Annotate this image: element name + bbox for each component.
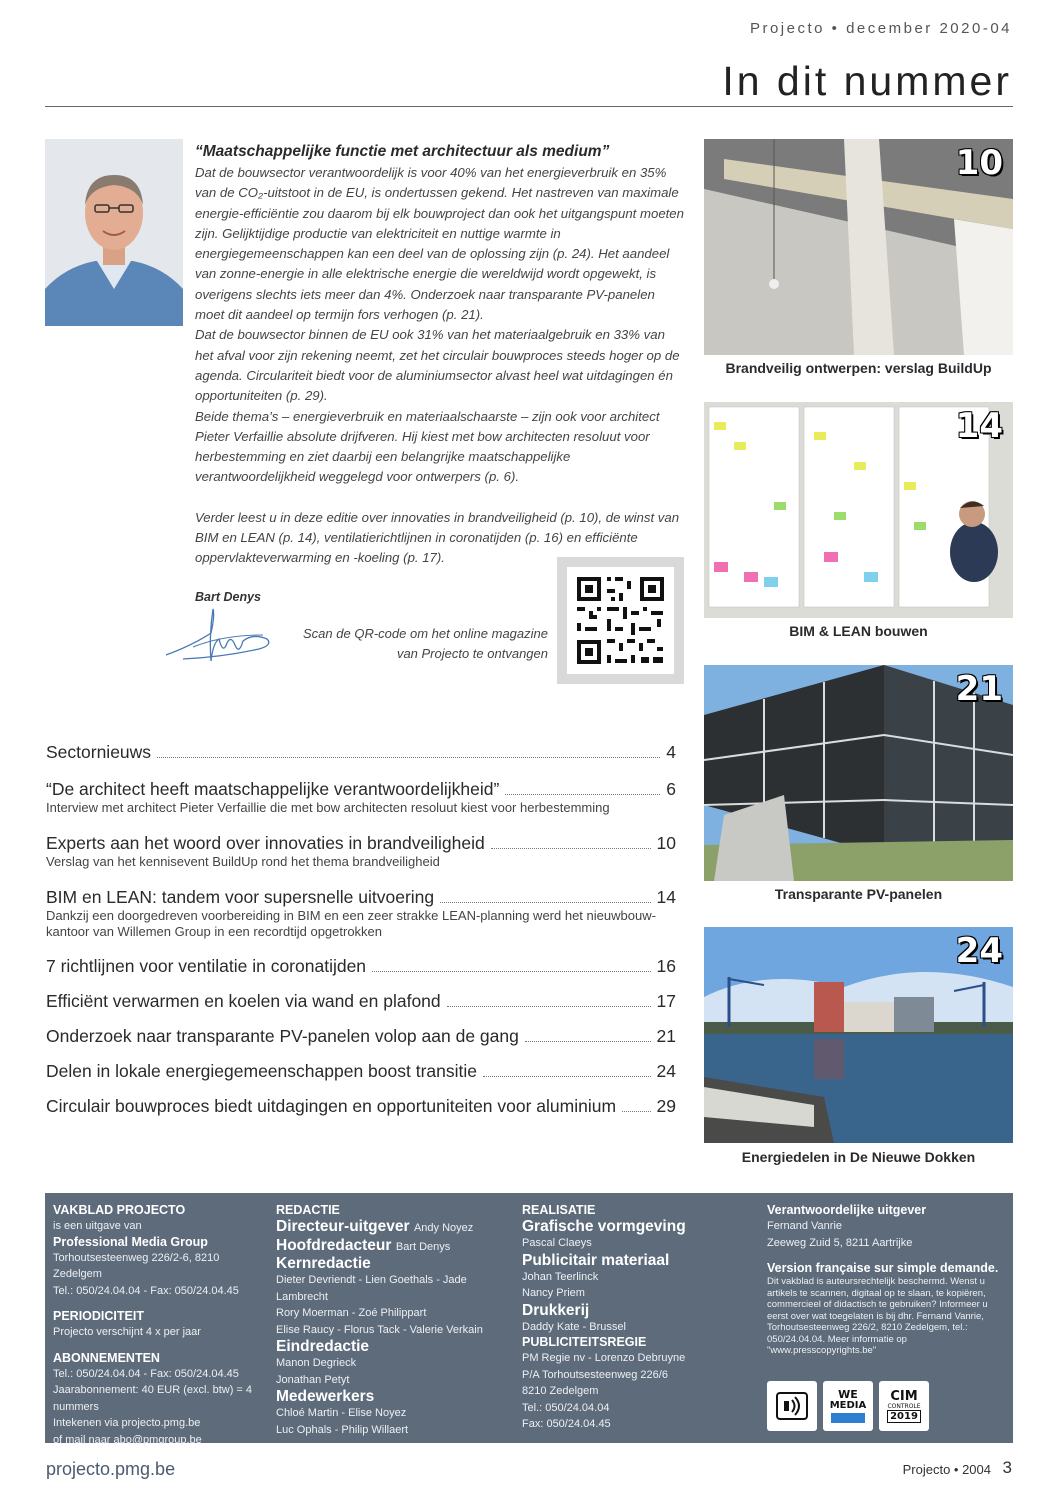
feature-page-number: 10	[955, 143, 1003, 183]
colophon-heading: PERIODICITEIT	[53, 1309, 144, 1323]
colophon-text: Rory Moerman - Zoé Philippart	[276, 1307, 427, 1319]
logo-text: MEDIA	[829, 1400, 867, 1411]
toc-entry[interactable]	[46, 887, 676, 940]
feature-caption: Energiedelen in De Nieuwe Dokken	[741, 1149, 976, 1165]
toc-entry[interactable]	[46, 991, 676, 1012]
colophon-heading: REALISATIE	[522, 1203, 596, 1217]
colophon-text: Fernand Vanrie	[767, 1220, 843, 1232]
toc-entry[interactable]	[46, 956, 676, 977]
toc-title[interactable]: 7 richtlijnen voor ventilatie in coronatijden	[46, 956, 367, 976]
colophon-heading: Verantwoordelijke uitgever	[767, 1203, 927, 1217]
colophon-text: 8210 Zedelgem	[522, 1385, 599, 1397]
editorial-title: “Maatschappelijke functie met architectuur als medium”	[195, 143, 610, 160]
colophon-text: Johan Teerlinck	[522, 1270, 599, 1283]
qr-code[interactable]	[567, 567, 674, 674]
toc-subtitle: Verslag van het kennisevent BuildUp rond het thema brandveiligheid	[46, 854, 440, 869]
colophon-text: Jonathan Petyt	[276, 1373, 350, 1386]
editorial-paragraph: Verder leest u in deze editie over innovaties in brandveiligheid (p. 10), de winst van BIM en LEAN (p. 14), ventilatierichtlijnen in coronatijden (p. 16) en efficiënte oppervlakteverwarming en -koeling (p. 17).	[195, 509, 680, 566]
colophon-legal-text: Dit vakblad is auteursrechtelijk beschermd. Wenst u artikels te scannen, digitaal op te slaan, te kopiëren, commercieel of didactisch te gebruiken? Informeer u eerst over wat toegelaten is bij dhr. Fernand Vanrie, Torhoutsesteenweg 226/2, 8210 Zedelgem, tel.: 050/24.04.04. Meer informatie op "www.presscopyrights.be"	[767, 1276, 988, 1356]
colophon-publisher	[53, 1203, 268, 1448]
feature-caption: Brandveilig ontwerpen: verslag BuildUp	[725, 360, 992, 376]
colophon-text: Jaarabonnement: 40 EUR (excl. btw) = 4 nummers	[53, 1384, 253, 1413]
colophon-text: Dieter Devriendt - Lien Goethals - Jade Lambrecht	[276, 1274, 467, 1303]
toc-page: 4	[666, 742, 676, 762]
toc-page: 29	[656, 1096, 676, 1116]
feature-page-number: 14	[955, 406, 1003, 446]
logo-text: CIM	[890, 1388, 918, 1404]
colophon-text: PM Regie nv - Lorenzo Debruyne	[522, 1352, 686, 1364]
toc-entry[interactable]	[46, 742, 676, 763]
colophon-role: Hoofdredacteur	[276, 1236, 392, 1254]
page-title: In dit nummer	[722, 58, 1012, 104]
qr-caption: Scan de QR-code om het online magazine van Projecto te ontvangen	[303, 626, 548, 661]
toc-title[interactable]: Sectornieuws	[46, 742, 152, 762]
colophon-text: Zeeweg Zuid 5, 8211 Aartrijke	[767, 1236, 913, 1249]
colophon-legal	[767, 1203, 1007, 1357]
page-number: 3	[1002, 1458, 1012, 1477]
colophon-role: Grafische vormgeving	[522, 1218, 686, 1235]
colophon-role: Drukkerij	[522, 1301, 590, 1319]
colophon-text: P/A Torhoutsesteenweg 226/6	[522, 1368, 668, 1381]
feature-page-number: 24	[955, 931, 1003, 971]
colophon-production	[522, 1203, 752, 1433]
toc-title[interactable]: Onderzoek naar transparante PV-panelen volop aan de gang	[46, 1026, 519, 1046]
colophon-text: Luc Ophals - Philip Willaert	[276, 1423, 409, 1436]
toc-entry[interactable]	[46, 1096, 676, 1117]
colophon-text: Fax: 050/24.04.45	[522, 1418, 611, 1430]
colophon-text: Andy Noyez	[413, 1222, 474, 1234]
editorial-paragraph: Dat de bouwsector verantwoordelijk is voor 40% van het energieverbruik en 35% van de CO₂-uitstoot in de EU, is ondertussen gekend. Het nastreven van maximale energie-efficiëntie zou daarom bij elk bouwproject dan ook het uitgangspunt moeten zijn. Gelijktijdige productie van elektriciteit en nuttige warmte in energiegemeenschappen kan een deel van de oplossing zijn (p. 24). Het aandeel van zonne-energie in alle elektrische energie die wereldwijd wordt opgewekt, is overigens slechts iets meer dan 4%. Onderzoek naar transparante PV-panelen moet dit aandeel op termijn fors verhogen (p. 21).	[195, 165, 684, 323]
colophon-role: Kernredactie	[276, 1255, 371, 1272]
sound-logo-icon	[767, 1381, 817, 1431]
toc-page: 24	[656, 1061, 676, 1081]
toc-title[interactable]: “De architect heeft maatschappelijke verantwoordelijkheid”	[46, 779, 500, 799]
issue-line: Projecto • december 2020-04	[749, 20, 1012, 37]
editor-name: Bart Denys	[195, 590, 261, 604]
feature-caption: BIM & LEAN bouwen	[789, 623, 928, 639]
toc-title[interactable]: Efficiënt verwarmen en koelen via wand en plafond	[46, 991, 441, 1011]
toc-subtitle: Interview met architect Pieter Verfaillie die met bow architecten resoluut kiest voor herbestemming	[46, 800, 610, 815]
toc-title[interactable]: BIM en LEAN: tandem voor supersnelle uitvoering	[46, 887, 435, 907]
table-of-contents	[46, 742, 676, 1117]
feature-caption: Transparante PV-panelen	[774, 886, 943, 902]
feature-photo-fire-safety	[704, 139, 1013, 355]
colophon-role: Directeur-uitgever	[276, 1218, 410, 1235]
toc-title[interactable]: Circulair bouwproces biedt uitdagingen en opportuniteiten voor aluminium	[46, 1096, 617, 1116]
footer-issue: Projecto • 2004	[902, 1462, 991, 1477]
colophon-text: Manon Degrieck	[276, 1357, 357, 1369]
qr-code-panel[interactable]	[557, 557, 684, 684]
feature-photo-docks	[704, 927, 1013, 1143]
logo-text: WE	[838, 1388, 858, 1401]
toc-entry[interactable]	[46, 779, 676, 816]
colophon-logos	[767, 1381, 929, 1431]
colophon-publisher-name: Professional Media Group	[53, 1234, 208, 1249]
colophon-text: is een uitgave van	[53, 1220, 142, 1232]
colophon-role: Publicitair materiaal	[522, 1251, 670, 1269]
colophon-heading: ABONNEMENTEN	[53, 1350, 160, 1365]
editorial-paragraph: Beide thema’s – energieverbruik en materiaalschaarste – zijn ook voor architect Pieter Verfaillie absolute drijfveren. Hij kiest met bow architecten resoluut voor herbestemming en ziet daarbij een belangrijke maatschappelijke verantwoordelijkheid weggelegd voor ontwerpers (p. 6).	[195, 408, 660, 485]
colophon-text: Chloé Martin - Elise Noyez	[276, 1407, 407, 1419]
colophon-subscribe-link[interactable]: Intekenen via projecto.pmg.be	[53, 1417, 201, 1429]
toc-page: 14	[656, 887, 676, 907]
colophon-heading: PUBLICITEITSREGIE	[522, 1335, 647, 1349]
toc-title[interactable]: Experts aan het woord over innovaties in brandveiligheid	[46, 833, 485, 853]
editor-portrait	[45, 139, 183, 326]
colophon-role: Eindredactie	[276, 1338, 370, 1355]
toc-subtitle: Dankzij een doorgedreven voorbereiding in BIM en een zeer strakke LEAN-planning werd het nieuwbouw-kantoor van Willemen Group in een recordtijd opgetrokken	[46, 908, 656, 939]
toc-entry[interactable]	[46, 833, 676, 870]
editor-signature	[163, 605, 278, 665]
feature-page-number: 21	[955, 669, 1003, 709]
toc-page: 6	[666, 779, 676, 799]
colophon-heading: VAKBLAD PROJECTO	[53, 1203, 186, 1217]
toc-entry[interactable]	[46, 1026, 676, 1047]
colophon-text: Pascal Claeys	[522, 1237, 592, 1249]
editorial-paragraph: Dat de bouwsector binnen de EU ook 31% van het materiaalgebruik en 33% van het afval voor zijn rekening neemt, zet het circulair bouwproces steeds hoger op de agenda. Circulariteit biedt voor de aluminiumsector alvast heel wat uitdagingen én opportuniteiten (p. 29).	[195, 327, 680, 404]
colophon-text: Tel.: 050/24.04.04	[522, 1401, 610, 1414]
toc-entry[interactable]	[46, 1061, 676, 1082]
toc-page: 10	[656, 833, 676, 853]
toc-page: 16	[656, 956, 676, 976]
logo-text: 2019	[887, 1410, 921, 1423]
colophon-editorial-staff	[276, 1203, 506, 1438]
header-divider	[45, 106, 1013, 107]
colophon-heading: Version française sur simple demande.	[767, 1261, 999, 1275]
colophon-text: Nancy Priem	[522, 1287, 585, 1299]
cim-logo-icon	[879, 1381, 929, 1431]
colophon-text: Projecto verschijnt 4 x per jaar	[53, 1326, 201, 1338]
colophon-text: Tel.: 050/24.04.04 - Fax: 050/24.04.45	[53, 1367, 239, 1380]
footer-website-link[interactable]: projecto.pmg.be	[46, 1459, 176, 1479]
colophon-text: Torhoutsesteenweg 226/2-6, 8210 Zedelgem	[53, 1251, 220, 1280]
colophon-text: Tel.: 050/24.04.04 - Fax: 050/24.04.45	[53, 1284, 239, 1297]
feature-photo-bim-lean	[704, 402, 1013, 618]
colophon-subscribe-email[interactable]: of mail naar abo@pmgroup.be	[53, 1433, 202, 1446]
colophon	[45, 1193, 1013, 1446]
logo-text: CONTROLE	[887, 1402, 921, 1410]
toc-page: 21	[656, 1026, 676, 1046]
feature-photo-pv-panels	[704, 665, 1013, 881]
toc-title[interactable]: Delen in lokale energiegemeenschappen boost transitie	[46, 1061, 477, 1081]
we-media-logo-icon	[823, 1381, 873, 1431]
toc-page: 17	[656, 991, 676, 1011]
colophon-text: Elise Raucy - Florus Tack - Valerie Verkain	[276, 1323, 483, 1336]
colophon-heading: REDACTIE	[276, 1203, 340, 1217]
colophon-role: Medewerkers	[276, 1388, 375, 1405]
colophon-text: Bart Denys	[395, 1240, 451, 1253]
editorial	[195, 143, 685, 569]
colophon-text: Daddy Kate - Brussel	[522, 1320, 626, 1333]
